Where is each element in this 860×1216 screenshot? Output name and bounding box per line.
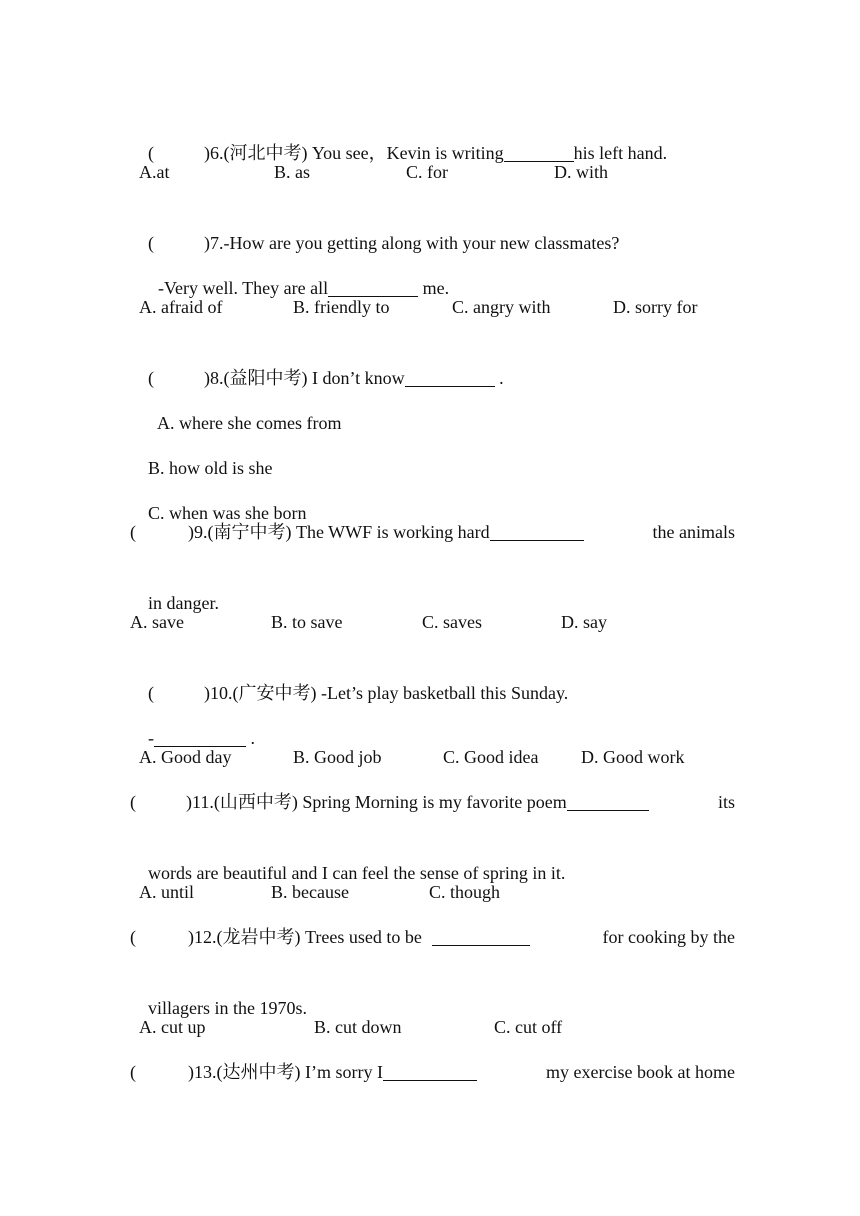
question-9-text-end: the animals	[648, 522, 735, 542]
option-b[interactable]: B. friendly to	[293, 297, 390, 317]
question-13-text-end: my exercise book at home	[541, 1062, 735, 1082]
question-8-stem	[130, 339, 735, 388]
question-8-option-b	[130, 429, 735, 478]
question-7-reply-end: me.	[418, 278, 450, 298]
question-6-stem	[130, 114, 735, 163]
open-paren: (	[148, 368, 154, 388]
option-a[interactable]: A.at	[139, 162, 170, 182]
question-10-reply-text: -	[148, 728, 154, 748]
question-9-options	[130, 609, 735, 635]
answer-blank[interactable]	[383, 1062, 477, 1081]
question-8-option-c	[130, 474, 735, 523]
question-10-text: )10.(广安中考) -Let’s play basketball this Sunday.	[204, 683, 569, 703]
question-8-option-a	[130, 384, 735, 433]
open-paren: (	[148, 683, 154, 703]
question-10-stem	[130, 654, 735, 703]
question-6-text: )6.(河北中考) You see，Kevin is writing	[204, 143, 504, 163]
question-6-text-end: his left hand.	[573, 143, 668, 163]
option-c[interactable]: C. for	[406, 162, 448, 182]
option-b[interactable]: B. cut down	[314, 1017, 402, 1037]
option-b[interactable]: B. Good job	[293, 747, 382, 767]
question-9-text: )9.(南宁中考) The WWF is working hard	[188, 522, 490, 542]
question-9-stem	[130, 519, 735, 545]
open-paren: (	[130, 927, 136, 947]
option-a[interactable]: A. cut up	[139, 1017, 206, 1037]
question-12-text-end: for cooking by the	[598, 927, 735, 947]
question-12-stem	[130, 924, 735, 950]
option-d[interactable]: D. Good work	[581, 747, 685, 767]
question-11-text-cont: words are beautiful and I can feel the sense of spring in it.	[148, 863, 566, 883]
question-10-reply	[130, 699, 735, 748]
question-12-text: )12.(龙岩中考) Trees used to be	[188, 927, 422, 947]
option-b[interactable]: B. because	[271, 882, 349, 902]
question-10-reply-end: .	[246, 728, 255, 748]
answer-blank[interactable]	[567, 792, 649, 811]
question-8-text-end: .	[494, 368, 504, 388]
question-9-stem-cont	[130, 564, 735, 613]
question-9-text-cont: in danger.	[148, 593, 219, 613]
open-paren: (	[130, 522, 136, 542]
option-c[interactable]: C. Good idea	[443, 747, 539, 767]
question-12-stem-cont	[130, 969, 735, 1018]
open-paren: (	[130, 792, 136, 812]
option-c[interactable]: C. angry with	[452, 297, 551, 317]
answer-blank[interactable]	[490, 522, 584, 541]
question-11-text: )11.(山西中考) Spring Morning is my favorite poem	[186, 792, 567, 812]
question-10-options	[130, 744, 735, 770]
option-b[interactable]: B. as	[274, 162, 310, 182]
option-c[interactable]: C. saves	[422, 612, 482, 632]
open-paren: (	[148, 233, 154, 253]
option-a[interactable]: A. afraid of	[139, 297, 223, 317]
question-11-options	[130, 879, 735, 905]
question-7-reply	[130, 249, 735, 298]
option-b[interactable]: B. how old is she	[148, 458, 273, 478]
option-a[interactable]: A. until	[139, 882, 195, 902]
question-12-options	[130, 1014, 735, 1040]
question-7-reply-text: -Very well. They are all	[158, 278, 329, 298]
option-d[interactable]: D. sorry for	[613, 297, 698, 317]
option-d[interactable]: D. with	[554, 162, 608, 182]
question-11-stem-cont	[130, 834, 735, 883]
option-c[interactable]: C. though	[429, 882, 501, 902]
option-c[interactable]: C. when was she born	[148, 503, 307, 523]
question-7-options	[130, 294, 735, 320]
option-a[interactable]: A. Good day	[139, 747, 232, 767]
option-d[interactable]: D. say	[561, 612, 607, 632]
option-c[interactable]: C. cut off	[494, 1017, 563, 1037]
answer-blank[interactable]	[432, 927, 530, 946]
option-b[interactable]: B. to save	[271, 612, 343, 632]
question-13-stem	[130, 1059, 735, 1085]
question-8-text: )8.(益阳中考) I don’t know	[204, 368, 405, 388]
question-11-stem	[130, 789, 735, 815]
option-a[interactable]: A. save	[130, 612, 184, 632]
question-6-options	[130, 159, 735, 185]
question-7-text: )7.-How are you getting along with your new classmates?	[204, 233, 620, 253]
open-paren: (	[130, 1062, 136, 1082]
open-paren: (	[148, 143, 154, 163]
question-11-text-end: its	[713, 792, 735, 812]
option-a[interactable]: A. where she comes from	[157, 413, 342, 433]
question-12-text-cont: villagers in the 1970s.	[148, 998, 307, 1018]
question-13-text: )13.(达州中考) I’m sorry I	[188, 1062, 383, 1082]
question-7-stem	[130, 204, 735, 253]
